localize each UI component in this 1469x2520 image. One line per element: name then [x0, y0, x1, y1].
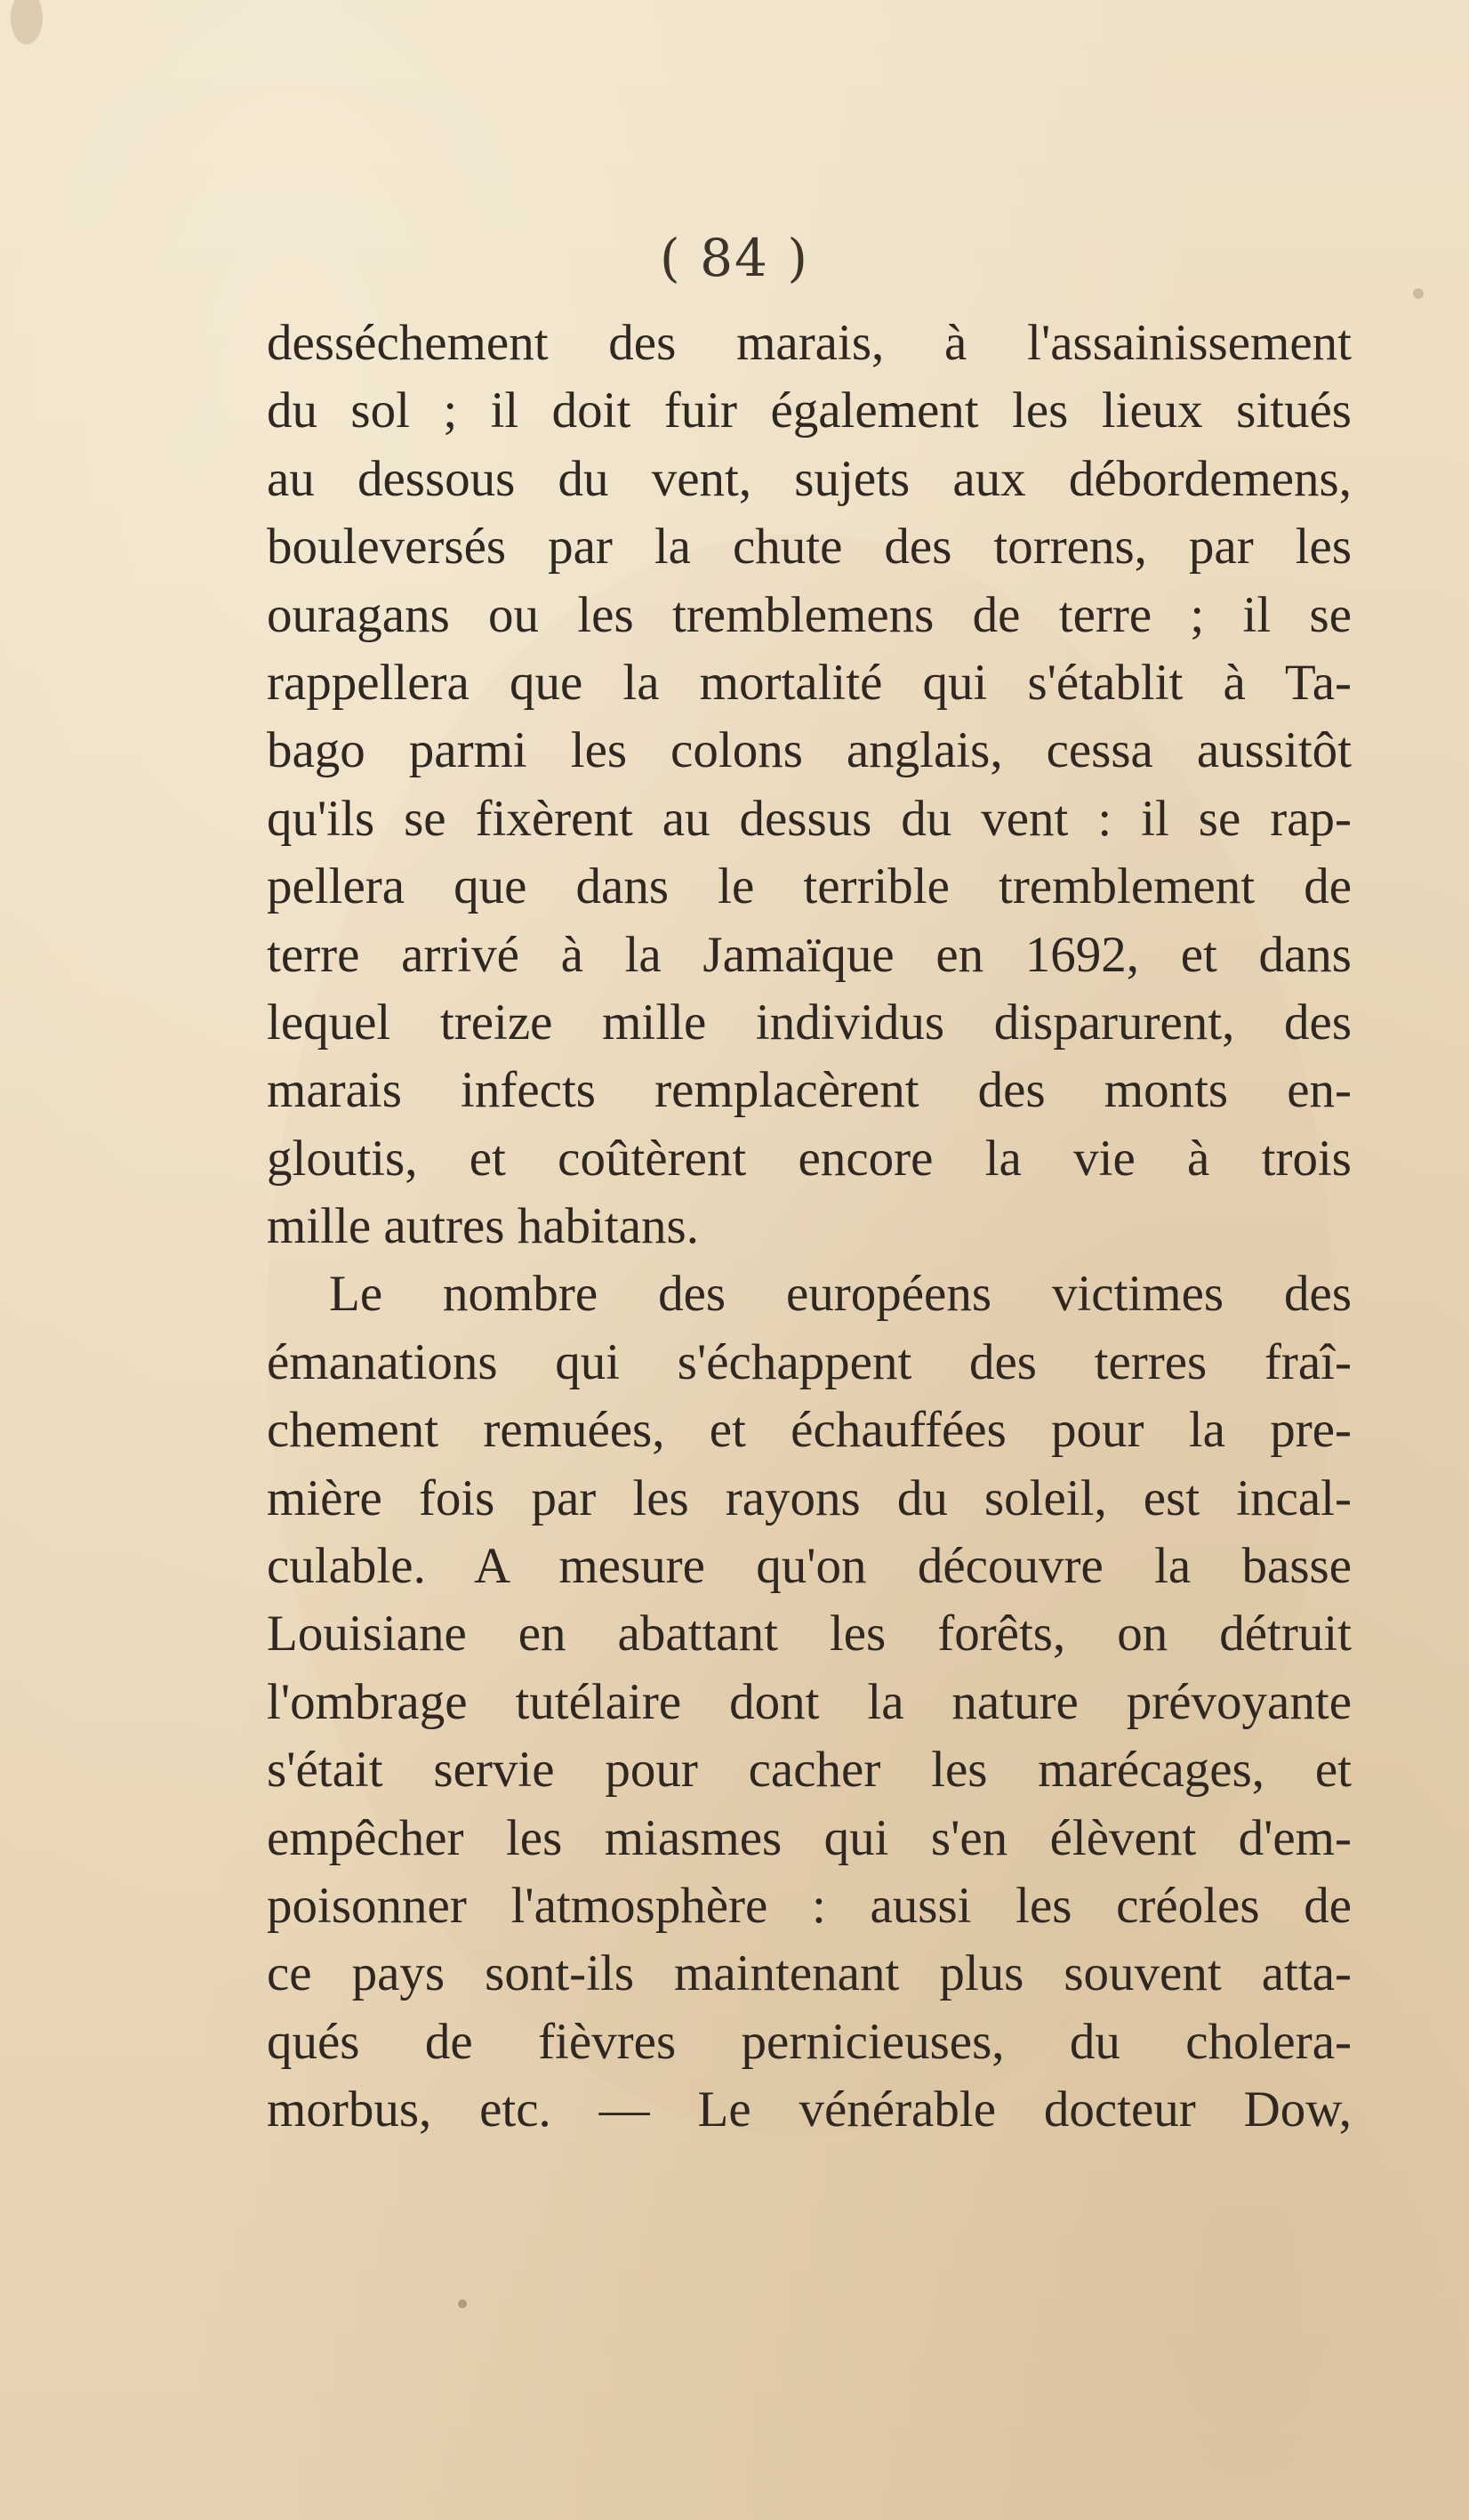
text-line: l'ombrage tutélaire dont la nature prévoyante: [267, 1673, 1352, 1730]
text-line: chement remuées, et échauffées pour la pre-: [267, 1402, 1352, 1459]
text-line: pellera que dans le terrible tremblement de: [267, 858, 1352, 915]
text-line: bouleversés par la chute des torrens, par les: [267, 519, 1352, 576]
text-line: bago parmi les colons anglais, cessa aussitôt: [267, 722, 1352, 779]
text-line: qués de fièvres pernicieuses, du cholera-: [267, 2013, 1352, 2070]
text-line: au dessous du vent, sujets aux débordemens,: [267, 450, 1352, 507]
text-line: s'était servie pour cacher les marécages, et: [267, 1742, 1352, 1799]
text-line: desséchement des marais, à l'assainissement: [267, 315, 1352, 371]
body-text: [267, 310, 1352, 2145]
text-line: terre arrivé à la Jamaïque en 1692, et dans: [267, 926, 1352, 983]
text-line: poisonner l'atmosphère : aussi les créoles de: [267, 1877, 1352, 1934]
text-line: ouragans ou les tremblemens de terre ; il se: [267, 586, 1352, 643]
text-line: Louisiane en abattant les forêts, on détruit: [267, 1606, 1352, 1663]
text-line: ce pays sont-ils maintenant plus souvent atta-: [267, 1945, 1352, 2002]
text-line: du sol ; il doit fuir également les lieux situés: [267, 382, 1352, 439]
text-line: Le nombre des européens victimes des: [329, 1266, 1352, 1323]
text-line: rappellera que la mortalité qui s'établit à Ta-: [267, 654, 1352, 711]
text-line: mière fois par les rayons du soleil, est incal-: [267, 1469, 1352, 1526]
text-line: morbus, etc. — Le vénérable docteur Dow,: [267, 2081, 1352, 2138]
text-line: lequel treize mille individus disparurent, des: [267, 994, 1352, 1051]
text-line: empêcher les miasmes qui s'en élèvent d'em-: [267, 1809, 1352, 1866]
text-line: culable. A mesure qu'on découvre la basse: [267, 1538, 1352, 1595]
text-line: qu'ils se fixèrent au dessus du vent : il se rap-: [267, 790, 1352, 847]
text-line: émanations qui s'échappent des terres fraî-: [267, 1333, 1352, 1390]
text-line: gloutis, et coûtèrent encore la vie à trois: [267, 1130, 1352, 1187]
text-line: mille autres habitans.: [267, 1198, 699, 1255]
page-number: ( 84 ): [660, 228, 809, 288]
text-line: marais infects remplacèrent des monts en-: [267, 1062, 1352, 1119]
